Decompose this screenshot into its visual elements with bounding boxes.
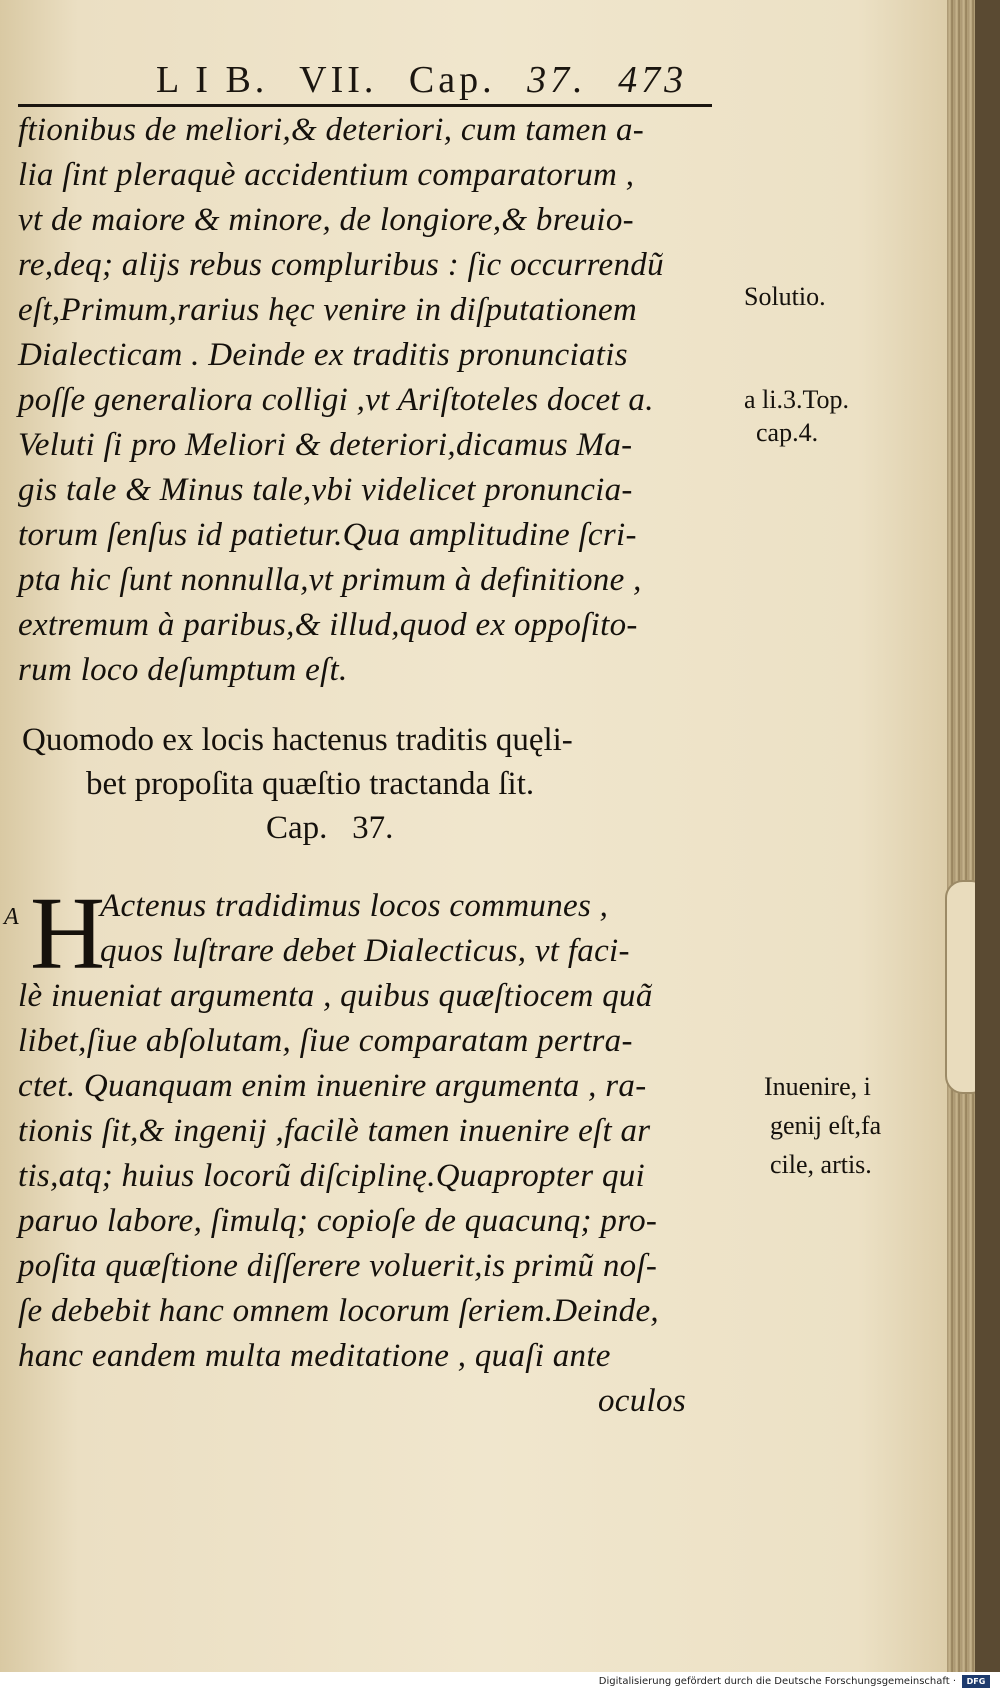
header-capnum: 37. — [527, 59, 587, 101]
body-line: re,deq; alijs rebus compluribus : ſic occurrendũ — [18, 247, 664, 283]
chapter-number: Cap. 37. — [266, 810, 394, 846]
chapter-line: quos luſtrare debet Dialecticus, vt faci- — [100, 933, 630, 969]
chapter-line: tionis ſit,& ingenij ,facilè tamen inuenire eſt ar — [18, 1113, 651, 1149]
body-line: poſſe generaliora colligi ,vt Ariſtoteles docet a. — [18, 382, 654, 418]
body-line: gis tale & Minus tale,vbi videlicet pronuncia- — [18, 472, 633, 508]
margin-note-ref: a li.3.Top. — [744, 385, 850, 414]
chapter-line: Actenus tradidimus locos communes , — [100, 888, 609, 924]
page-edge — [947, 0, 975, 1672]
footer-credit: Digitalisierung gefördert durch die Deutsche Forschungsgemeinschaft · — [598, 1676, 956, 1687]
header-lib: L I B. — [156, 59, 269, 101]
margin-note-solutio: Solutio. — [744, 282, 826, 311]
body-line: extremum à paribus,& illud,quod ex oppoſito- — [18, 607, 638, 643]
body-line: eſt,Primum,rarius hęc venire in diſputationem — [18, 292, 638, 328]
signature-marker: A — [4, 904, 19, 930]
chapter-line: lè inueniat argumenta , quibus quæſtiocem quã — [18, 978, 653, 1014]
chapter-title-line: Quomodo ex locis hactenus traditis quęli- — [22, 722, 573, 758]
chapter-line: libet,ſiue abſolutam, ſiue comparatam pertra- — [18, 1023, 633, 1059]
catchword: oculos — [598, 1383, 686, 1419]
body-line: ftionibus de meliori,& deteriori, cum tamen a- — [18, 112, 645, 148]
margin-note-ref: cap.4. — [756, 418, 819, 447]
body-line: lia ſint pleraquè accidentium comparatorum , — [18, 157, 635, 193]
page-number: 473 — [618, 59, 688, 101]
running-header — [156, 58, 687, 102]
body-line: torum ſenſus id patietur.Qua amplitudine ſcri- — [18, 517, 637, 553]
dfg-logo: DFG — [962, 1675, 990, 1688]
chapter-line: hanc eandem multa meditatione , quaſi ante — [18, 1338, 611, 1374]
header-cap: Cap. — [408, 59, 496, 101]
header-book: VII. — [299, 59, 378, 101]
margin-note: Inuenire, i — [764, 1072, 871, 1101]
body-line: Dialecticam . Deinde ex traditis pronunciatis — [18, 337, 628, 373]
chapter-line: tis,atq; huius locorũ diſciplinę.Quapropter qui — [18, 1158, 646, 1194]
chapter-line: ſe debebit hanc omnem locorum ſeriem.Deinde, — [18, 1293, 659, 1329]
chapter-title-line: bet propoſita quæſtio tractanda ſit. — [86, 766, 535, 802]
body-line: vt de maiore & minore, de longiore,& breuio- — [18, 202, 634, 238]
page-clip — [945, 880, 975, 1094]
margin-note: genij eſt,fa — [770, 1111, 882, 1140]
body-line: Veluti ſi pro Meliori & deteriori,dicamus Ma- — [18, 427, 633, 463]
chapter-line: paruo labore, ſimulq; copioſe de quacunq; pro- — [18, 1203, 658, 1239]
chapter-line: poſita quæſtione diſſerere voluerit,is primũ noſ- — [18, 1248, 658, 1284]
chapter-line: ctet. Quanquam enim inuenire argumenta , ra- — [18, 1068, 647, 1104]
margin-note: cile, artis. — [770, 1150, 872, 1179]
header-rule — [18, 104, 712, 107]
body-line: pta hic ſunt nonnulla,vt primum à definitione , — [18, 562, 642, 598]
body-line: rum loco deſumptum eſt. — [18, 652, 348, 688]
drop-capital: H — [30, 876, 106, 991]
